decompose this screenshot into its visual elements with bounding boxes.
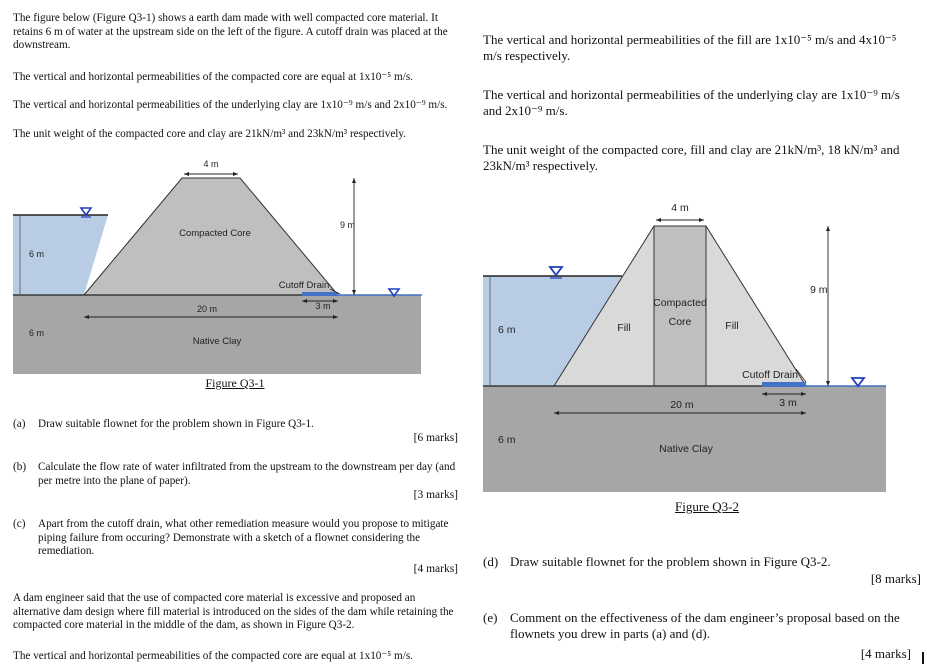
base-width-label-2: 20 m [670, 399, 694, 411]
drain-width-label: 3 m [315, 301, 331, 311]
question-d-text: Draw suitable flownet for the problem shown in Figure Q3-2. [510, 554, 831, 569]
base-width-label: 20 m [196, 304, 218, 314]
question-a-label: (a) [13, 418, 26, 430]
engineer-proposal-text: A dam engineer said that the use of compacted core material is excessive and proposed an alternative dam design where fill material is introduced on the sides of the dam while retaining the compacted core material in the middle of the dam, as shown in Figure Q3-2. [13, 592, 454, 632]
compacted-label: Compacted [653, 297, 707, 309]
drain-width-label-2: 3 m [779, 397, 797, 409]
unit-weight-text: The unit weight of the compacted core and clay are 21kN/m³ and 23kN/m³ respectively. [13, 128, 407, 140]
cutoff-drain-2 [762, 382, 806, 387]
unit-weight-text-2: The unit weight of the compacted core, fill and clay are 21kN/m³, 18 kN/m³ and 23kN/m³ respectively. [483, 142, 900, 173]
question-e-label: (e) [483, 610, 498, 625]
figure-q3-1 [12, 152, 424, 376]
core-permeability-text: The vertical and horizontal permeabilities of the compacted core are equal at 1x10⁻⁵ m/s. [13, 71, 413, 83]
fill-label-right: Fill [725, 320, 739, 332]
height-label: 9 m [340, 220, 356, 230]
question-d-marks: [8 marks] [870, 571, 921, 586]
cutoff-drain-label-2: Cutoff Drain [742, 369, 798, 381]
native-clay-label: Native Clay [192, 336, 242, 347]
figure-q3-2 [482, 196, 887, 496]
clay-permeability-text-2: The vertical and horizontal permeabilities of the underlying clay are 1x10⁻⁹ m/s and 2x10⁻⁹ m/s. [483, 87, 900, 118]
question-b-label: (b) [13, 461, 27, 473]
intro-text: The figure below (Figure Q3-1) shows a earth dam made with well compacted core material. It retains 6 m of water at the upstream side on the left of the figure. A cutoff drain was placed at the downstream. [13, 12, 448, 52]
question-c-text: Apart from the cutoff drain, what other remediation measure would you propose to mitigate piping failure from occuring? Demonstrate with a sketch of a flownet considering the remediation. [38, 518, 449, 558]
core-permeability-text-2: The vertical and horizontal permeabilities of the compacted core are equal at 1x10⁻⁵ m/s. [13, 650, 413, 662]
cutoff-drain [302, 292, 338, 296]
figure-q3-2-caption: Figure Q3-2 [675, 499, 739, 514]
question-e-text: Comment on the effectiveness of the dam engineer’s proposal based on the flownets you drew in parts (a) and (d). [510, 610, 900, 641]
question-b-text: Calculate the flow rate of water infiltrated from the upstream to the downstream per day (and per metre into the plane of paper). [38, 461, 456, 487]
cutoff-drain-label: Cutoff Drain [278, 280, 330, 291]
clay-depth-label-2: 6 m [498, 434, 516, 446]
clay-permeability-text: The vertical and horizontal permeabilities of the underlying clay are 1x10⁻⁹ m/s and 2x10⁻⁹ m/s. [13, 99, 448, 111]
question-e-marks: [4 marks] [860, 646, 911, 661]
compacted-core-label: Compacted Core [179, 228, 251, 239]
water-depth-label-2: 6 m [498, 324, 516, 336]
question-c-label: (c) [13, 518, 26, 530]
fill-permeability-text: The vertical and horizontal permeabilities of the fill are 1x10⁻⁵ m/s and 4x10⁻⁵ m/s respectively. [483, 32, 897, 63]
core-label: Core [668, 316, 692, 328]
native-clay-label-2: Native Clay [659, 443, 713, 455]
question-c-marks: [4 marks] [413, 563, 458, 575]
text-cursor [922, 652, 924, 664]
question-a-text: Draw suitable flownet for the problem shown in Figure Q3-1. [38, 418, 314, 430]
fill-label-left: Fill [617, 322, 631, 334]
clay-depth-label: 6 m [29, 328, 45, 338]
question-a-marks: [6 marks] [413, 432, 458, 444]
top-width-label: 4 m [203, 159, 219, 169]
height-label-2: 9 m [810, 284, 828, 296]
downstream-water-level-icon-2 [852, 378, 864, 386]
water-depth-label: 6 m [29, 249, 45, 259]
question-d-label: (d) [483, 554, 499, 569]
top-width-label-2: 4 m [671, 202, 689, 214]
question-b-marks: [3 marks] [413, 489, 458, 501]
figure-q3-1-caption: Figure Q3-1 [205, 376, 265, 390]
